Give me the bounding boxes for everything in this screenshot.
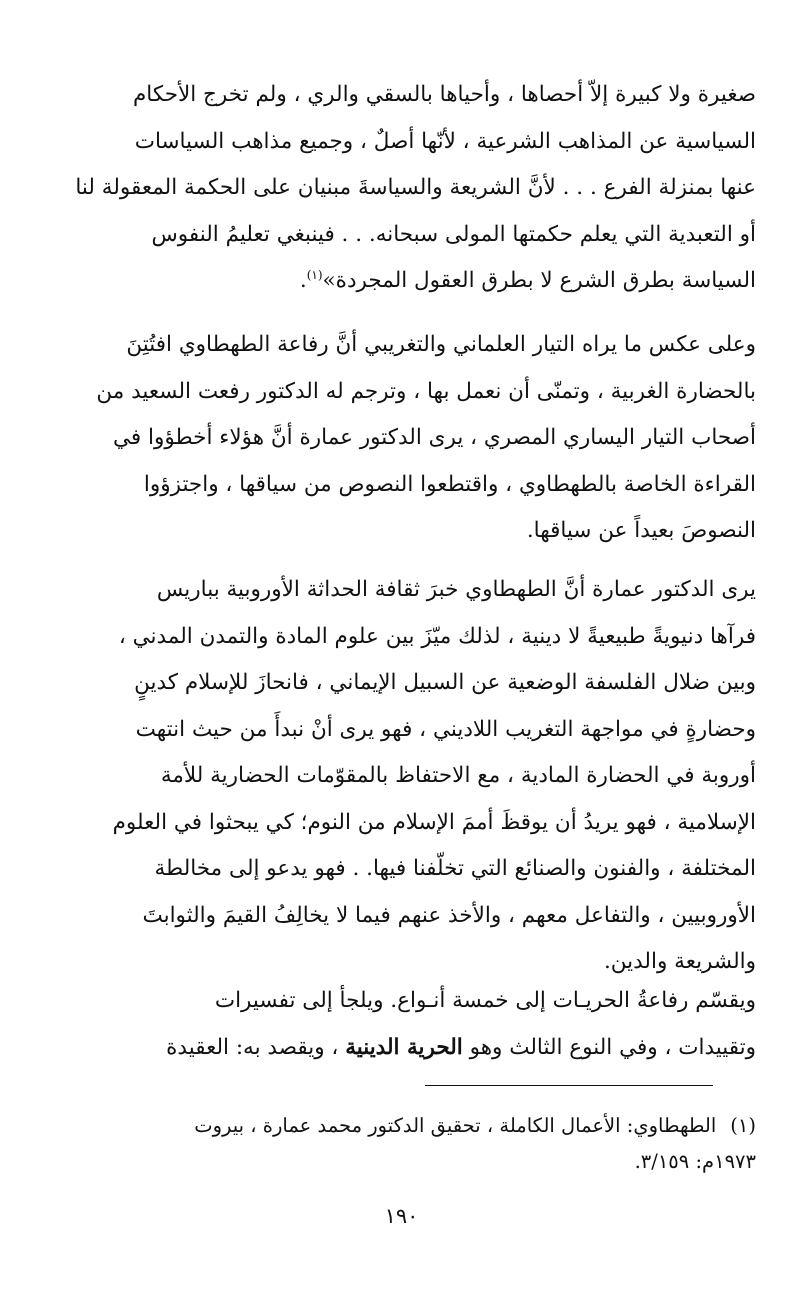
text-line: السياسة بطرق الشرع لا بطرق العقول المجردة» [322, 268, 756, 293]
bold-term-religious-freedom: الحرية الدينية [345, 1034, 463, 1060]
paragraph-freedoms [46, 978, 756, 1071]
text-line: القراءة الخاصة بالطهطاوي ، واقتطعوا النصوص من سياقها ، واجتزؤوا [143, 471, 756, 497]
footnote-text: الطهطاوي: الأعمال الكاملة ، تحقيق الدكتور محمد عمارة ، بيروت [194, 1114, 717, 1137]
text-line: المختلفة ، والفنون والصنائع التي تخلّفنا فيها. . فهو يدعو إلى مخالطة [154, 856, 756, 881]
text-line: وبين ضلال الفلسفة الوضعية عن السبيل الإيماني ، فانحازَ للإسلام كدينٍ [134, 670, 756, 695]
text-line: السياسية عن المذاهب الشرعية ، لأنّها أصلٌ ، وجميع مذاهب السياسات [134, 128, 756, 154]
paragraph-secular-critique [46, 322, 756, 555]
footnote-reference: (١) [306, 267, 323, 282]
text-line: أو التعبدية التي يعلم حكمتها المولى سبحانه. . . فينبغي تعليمُ النفوس [151, 221, 756, 247]
footnote-number: (١) [730, 1114, 756, 1137]
text-line: عنها بمنزلة الفرع . . . لأنَّ الشريعة والسياسةَ مبنيان على الحكمة المعقولة لنا [75, 175, 756, 200]
page-number: ١٩٠ [384, 1204, 419, 1228]
text-line: وحضارةٍ في مواجهة التغريب اللاديني ، فهو يرى أنْ نبدأَ من حيث انتهت [135, 716, 756, 742]
text-line: ، ويقصد به: العقيدة [166, 1034, 346, 1060]
text-line: بالحضارة الغربية ، وتمنّى أن نعمل بها ، وترجم له الدكتور رفعت السعيد من [96, 378, 756, 404]
text-line: صغيرة ولا كبيرة إلاّ أحصاها ، وأحياها بالسقي والري ، ولم تخرج الأحكام [132, 82, 756, 107]
text-punctuation: . [299, 268, 307, 293]
text-line: وتقييدات ، وفي النوع الثالث وهو [462, 1034, 756, 1060]
text-line: وعلى عكس ما يراه التيار العلماني والتغريبي أنَّ رفاعة الطهطاوي افتُتِنَ [126, 332, 756, 357]
footnote-text: ١٩٧٣م: ٣/١٥٩. [634, 1150, 756, 1173]
text-line: أوروبة في الحضارة المادية ، مع الاحتفاظ بالمقوّمات الحضارية للأمة [160, 763, 756, 788]
paragraph-quote-end [46, 72, 756, 305]
text-line: الأوروبيين ، والتفاعل معهم ، والأخذ عنهم فيما لا يخالِفُ القيمَ والثوابتَ [142, 902, 756, 928]
footnote [46, 1108, 756, 1180]
text-line: أصحاب التيار اليساري المصري ، يرى الدكتور عمارة أنَّ هؤلاء أخطؤوا في [113, 425, 756, 450]
text-line: ويقسّم رفاعةُ الحريـات إلى خمسة أنـواع. ويلجأ إلى تفسيرات [214, 988, 756, 1013]
paragraph-european-modernity [46, 567, 756, 986]
footnote-separator [425, 1085, 713, 1086]
text-line: النصوصَ بعيداً عن سياقها. [526, 518, 756, 543]
text-line: يرى الدكتور عمارة أنَّ الطهطاوي خبرَ ثقافة الحداثة الأوروبية بباريس [156, 577, 756, 602]
text-line: فرآها دنيويةً طبيعيةً لا دينية ، لذلك ميّزَ بين علوم المادة والتمدن المدني ، [118, 623, 756, 649]
text-line: والشريعة والدين. [603, 949, 756, 974]
text-line: الإسلامية ، فهو يريدُ أن يوقظَ أممَ الإسلام من النوم؛ كي يبحثوا في العلوم [112, 809, 756, 835]
